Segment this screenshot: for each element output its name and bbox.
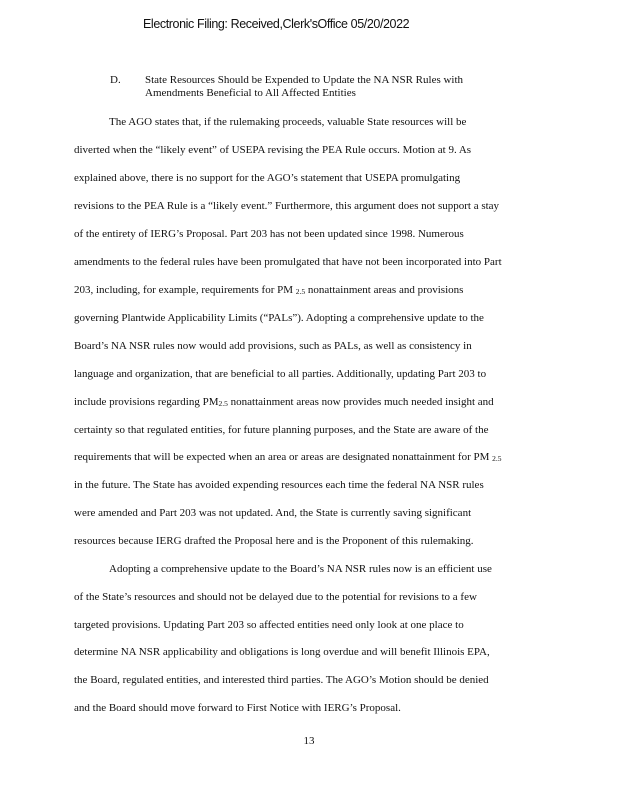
section-letter: D. — [110, 74, 121, 86]
subscript: 2.5 — [295, 287, 306, 296]
text-line: and the Board should move forward to First Notice with IERG’s Proposal. — [74, 702, 401, 714]
text-line: The AGO states that, if the rulemaking proceeds, valuable State resources will be — [109, 116, 467, 128]
text-line: governing Plantwide Applicability Limits (“PALs”). Adopting a comprehensive update to the — [74, 312, 484, 324]
text-line: of the entirety of IERG’s Proposal. Part 203 has not been updated since 1998. Numerous — [74, 228, 464, 240]
text-line: of the State’s resources and should not be delayed due to the potential for revisions to a few — [74, 591, 477, 603]
section-heading-line-2: Amendments Beneficial to All Affected Entities — [145, 87, 356, 99]
text-fragment: requirements that will be expected when an area or areas are designated nonattainment for PM — [74, 451, 493, 463]
text-line: Board’s NA NSR rules now would add provisions, such as PALs, as well as consistency in — [74, 340, 472, 352]
section-heading — [145, 74, 545, 100]
text-line: Adopting a comprehensive update to the Board’s NA NSR rules now is an efficient use — [109, 563, 492, 575]
text-line: diverted when the “likely event” of USEPA revising the PEA Rule occurs. Motion at 9. As — [74, 144, 472, 156]
section-heading-line-1: State Resources Should be Expended to Update the NA NSR Rules with — [145, 74, 464, 86]
page-number: 13 — [303, 735, 315, 747]
text-fragment: include provisions regarding PM — [74, 396, 219, 408]
text-fragment: nonattainment areas and provisions — [305, 284, 464, 296]
text-line — [74, 451, 502, 463]
subscript: 2.5 — [218, 399, 228, 408]
subscript: 2.5 — [492, 454, 502, 463]
text-fragment: nonattainment areas now provides much needed insight and — [227, 396, 494, 408]
filing-stamp-header: Electronic Filing: Received,Clerk'sOffice 05/20/2022 — [143, 17, 410, 31]
text-line: amendments to the federal rules have been promulgated that have not been incorporated into Part — [74, 256, 502, 268]
text-line: resources because IERG drafted the Proposal here and is the Proponent of this rulemaking. — [74, 535, 474, 547]
text-line: determine NA NSR applicability and obligations is long overdue and will benefit Illinois EPA, — [74, 646, 490, 658]
text-line: explained above, there is no support for the AGO’s statement that USEPA promulgating — [74, 172, 461, 184]
text-line — [74, 284, 463, 296]
text-line: targeted provisions. Updating Part 203 so affected entities need only look at one place to — [74, 619, 464, 631]
text-line: in the future. The State has avoided expending resources each time the federal NA NSR rules — [74, 479, 484, 491]
text-line: revisions to the PEA Rule is a “likely event.” Furthermore, this argument does not support a stay — [74, 200, 500, 212]
text-line — [74, 396, 494, 408]
text-line: the Board, regulated entities, and interested third parties. The AGO’s Motion should be denied — [74, 674, 489, 686]
text-line: were amended and Part 203 was not updated. And, the State is currently saving significant — [74, 507, 472, 519]
text-line: language and organization, that are beneficial to all parties. Additionally, updating Part 203 to — [74, 368, 487, 380]
text-line: certainty so that regulated entities, for future planning purposes, and the State are aware of the — [74, 424, 489, 436]
text-fragment: 203, including, for example, requirements for PM — [74, 284, 296, 296]
